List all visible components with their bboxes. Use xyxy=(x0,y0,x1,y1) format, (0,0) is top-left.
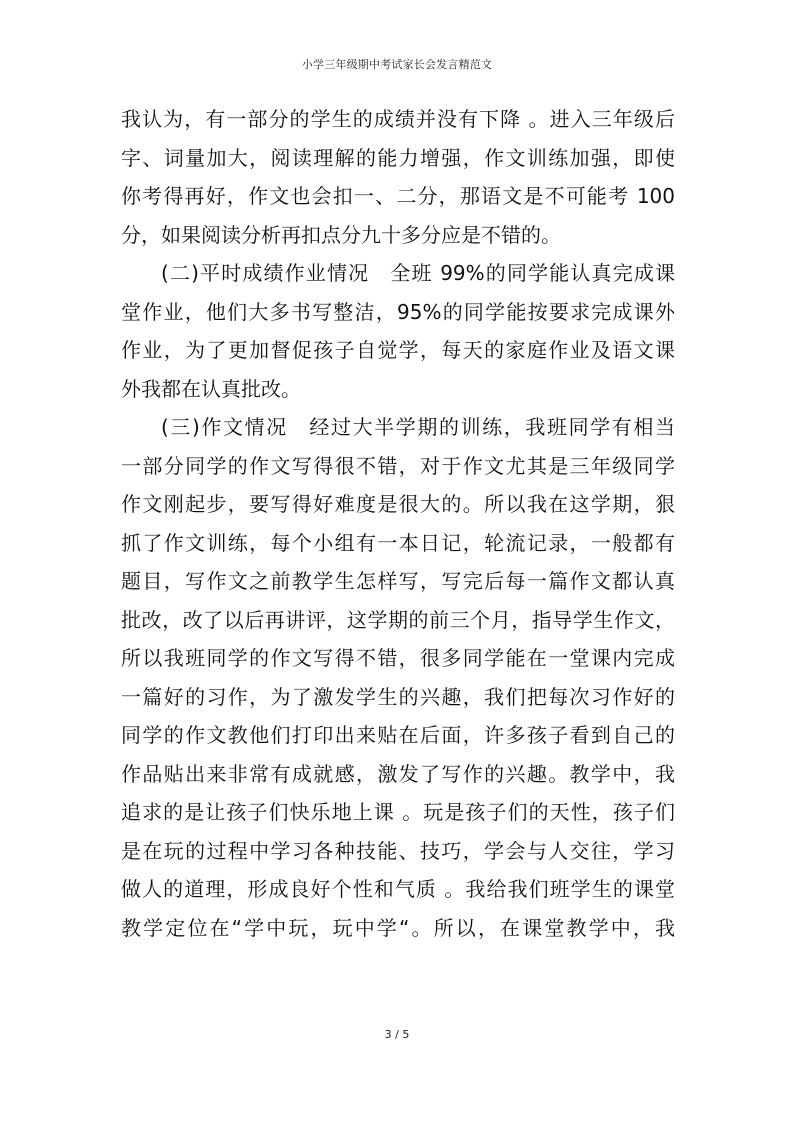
document-body xyxy=(121,100,675,947)
text-line: 教学定位在“学中玩，玩中学“。所以，在课堂教学中，我 xyxy=(121,915,675,940)
text-line: 批改，改了以后再讲评，这学期的前三个月，指导学生作文， xyxy=(121,607,675,632)
text-line: 是在玩的过程中学习各种技能、技巧，学会与人交往，学习 xyxy=(121,838,675,863)
text-line: 一部分同学的作文写得很不错，对于作文尤其是三年级同学 xyxy=(121,453,675,478)
text-line: 外我都在认真批改。 xyxy=(121,376,301,401)
text-line: 作业，为了更加督促孩子自觉学，每天的家庭作业及语文课 xyxy=(121,338,675,362)
text-line: 追求的是让孩子们快乐地上课 。玩是孩子们的天性，孩子们 xyxy=(121,800,675,824)
page-header-title: 小学三年级期中考试家长会发言精范文 xyxy=(301,58,493,71)
text-line: 题目，写作文之前教学生怎样写，写完后每一篇作文都认真 xyxy=(121,569,675,593)
text-line: (三)作文情况 经过大半学期的训练，我班同学有相当 xyxy=(161,415,675,439)
text-line: 分，如果阅读分析再扣点分九十多分应是不错的。 xyxy=(121,222,561,247)
text-line: 堂作业，他们大多书写整洁，95%的同学能按要求完成课外 xyxy=(121,299,675,324)
paragraph-1 xyxy=(121,100,675,254)
text-line: 一篇好的习作，为了激发学生的兴趣，我们把每次习作好的 xyxy=(121,684,675,709)
page-number: 3 / 5 xyxy=(384,1028,410,1041)
text-line: 作文刚起步，要写得好难度是很大的。所以我在这学期，狠 xyxy=(121,492,675,516)
text-line: 你考得再好，作文也会扣一、二分，那语文是不可能考 100 xyxy=(121,184,675,208)
text-line: 同学的作文教他们打印出来贴在后面，许多孩子看到自己的 xyxy=(121,723,675,747)
text-line: 所以我班同学的作文写得不错，很多同学能在一堂课内完成 xyxy=(121,646,675,670)
text-line: 我认为，有一部分的学生的成绩并没有下降 。进入三年级后 xyxy=(121,107,675,131)
paragraph-3 xyxy=(121,408,675,947)
text-line: 抓了作文训练，每个小组有一本日记，轮流记录，一般都有 xyxy=(121,530,675,555)
paragraph-2 xyxy=(121,254,675,408)
text-line: 作品贴出来非常有成就感，激发了写作的兴趣。教学中，我 xyxy=(121,761,675,786)
text-line: 字、词量加大，阅读理解的能力增强，作文训练加强，即使 xyxy=(121,145,675,170)
text-line: (二)平时成绩作业情况 全班 99%的同学能认真完成课 xyxy=(161,261,675,285)
text-line: 做人的道理，形成良好个性和气质 。我给我们班学生的课堂 xyxy=(121,877,675,901)
